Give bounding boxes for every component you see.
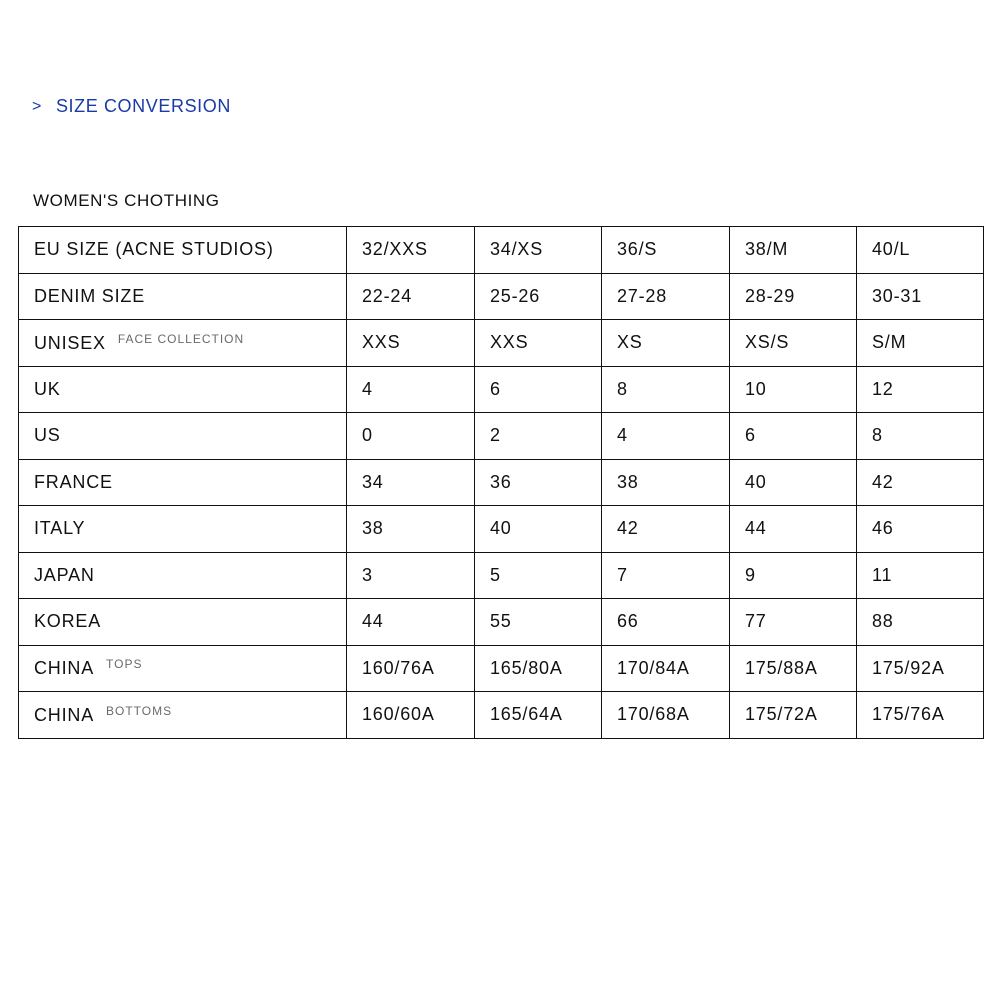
size-cell: 175/76A (857, 692, 984, 739)
size-cell: 6 (730, 413, 857, 460)
size-cell: 12 (857, 366, 984, 413)
size-cell: 27-28 (602, 273, 730, 320)
size-cell: 8 (857, 413, 984, 460)
row-label: FRANCE (34, 471, 113, 492)
row-label: US (34, 425, 61, 446)
row-label-cell (19, 645, 347, 692)
row-label: UK (34, 378, 61, 399)
size-cell: XS/S (730, 320, 857, 367)
row-note: TOPS (106, 657, 143, 672)
size-cell: 165/64A (475, 692, 602, 739)
size-cell: 160/76A (347, 645, 475, 692)
row-label: ITALY (34, 518, 86, 539)
size-cell: 44 (730, 506, 857, 553)
size-cell: 175/88A (730, 645, 857, 692)
size-cell: 170/84A (602, 645, 730, 692)
row-label-cell (19, 413, 347, 460)
row-label-cell (19, 459, 347, 506)
size-cell: 4 (602, 413, 730, 460)
row-label-cell (19, 227, 347, 274)
table-row (19, 506, 984, 553)
size-cell: 38/M (730, 227, 857, 274)
size-cell: 10 (730, 366, 857, 413)
size-cell: 36/S (602, 227, 730, 274)
size-cell: XS (602, 320, 730, 367)
size-cell: 160/60A (347, 692, 475, 739)
size-cell: 34/XS (475, 227, 602, 274)
size-cell: 66 (602, 599, 730, 646)
chevron-right-icon: > (32, 97, 42, 115)
table-row (19, 645, 984, 692)
size-cell: 28-29 (730, 273, 857, 320)
size-cell: 36 (475, 459, 602, 506)
size-cell: 44 (347, 599, 475, 646)
size-cell: XXS (347, 320, 475, 367)
row-label-cell (19, 320, 347, 367)
size-cell: 40 (475, 506, 602, 553)
row-label: EU SIZE (ACNE STUDIOS) (34, 239, 274, 260)
size-cell: 2 (475, 413, 602, 460)
table-row (19, 459, 984, 506)
size-cell: 40 (730, 459, 857, 506)
row-label: DENIM SIZE (34, 285, 146, 306)
size-conversion-table (18, 226, 984, 739)
size-cell: 32/XXS (347, 227, 475, 274)
row-label-cell (19, 599, 347, 646)
size-cell: 165/80A (475, 645, 602, 692)
table-row (19, 366, 984, 413)
table-row (19, 413, 984, 460)
size-cell: 30-31 (857, 273, 984, 320)
size-cell: 6 (475, 366, 602, 413)
table-row (19, 227, 984, 274)
size-cell: S/M (857, 320, 984, 367)
size-cell: 42 (602, 506, 730, 553)
size-conversion-link[interactable] (32, 96, 231, 117)
row-note: BOTTOMS (106, 703, 173, 718)
row-label-cell (19, 552, 347, 599)
table-row (19, 692, 984, 739)
section-title: WOMEN'S CHOTHING (33, 191, 220, 210)
size-cell: 22-24 (347, 273, 475, 320)
table-row (19, 273, 984, 320)
row-label: UNISEX (34, 332, 106, 353)
size-cell: 9 (730, 552, 857, 599)
row-label-cell (19, 506, 347, 553)
size-conversion-label: SIZE CONVERSION (55, 96, 231, 116)
size-cell: 175/72A (730, 692, 857, 739)
row-label-cell (19, 692, 347, 739)
table-row (19, 320, 984, 367)
size-cell: 25-26 (475, 273, 602, 320)
size-cell: 77 (730, 599, 857, 646)
size-cell: 55 (475, 599, 602, 646)
size-cell: 40/L (857, 227, 984, 274)
row-label-cell (19, 273, 347, 320)
table-row (19, 552, 984, 599)
row-note: FACE COLLECTION (117, 331, 245, 346)
size-cell: 5 (475, 552, 602, 599)
size-cell: 8 (602, 366, 730, 413)
size-cell: 11 (857, 552, 984, 599)
size-cell: 3 (347, 552, 475, 599)
row-label: CHINA (34, 658, 95, 679)
size-cell: 46 (857, 506, 984, 553)
size-cell: 170/68A (602, 692, 730, 739)
size-cell: 4 (347, 366, 475, 413)
size-cell: 7 (602, 552, 730, 599)
size-cell: 38 (347, 506, 475, 553)
row-label: KOREA (34, 611, 102, 632)
size-cell: 42 (857, 459, 984, 506)
row-label: JAPAN (34, 564, 95, 585)
size-cell: 38 (602, 459, 730, 506)
size-cell: 34 (347, 459, 475, 506)
row-label-cell (19, 366, 347, 413)
size-cell: 0 (347, 413, 475, 460)
row-label: CHINA (34, 704, 95, 725)
size-cell: XXS (475, 320, 602, 367)
size-cell: 88 (857, 599, 984, 646)
table-row (19, 599, 984, 646)
size-cell: 175/92A (857, 645, 984, 692)
